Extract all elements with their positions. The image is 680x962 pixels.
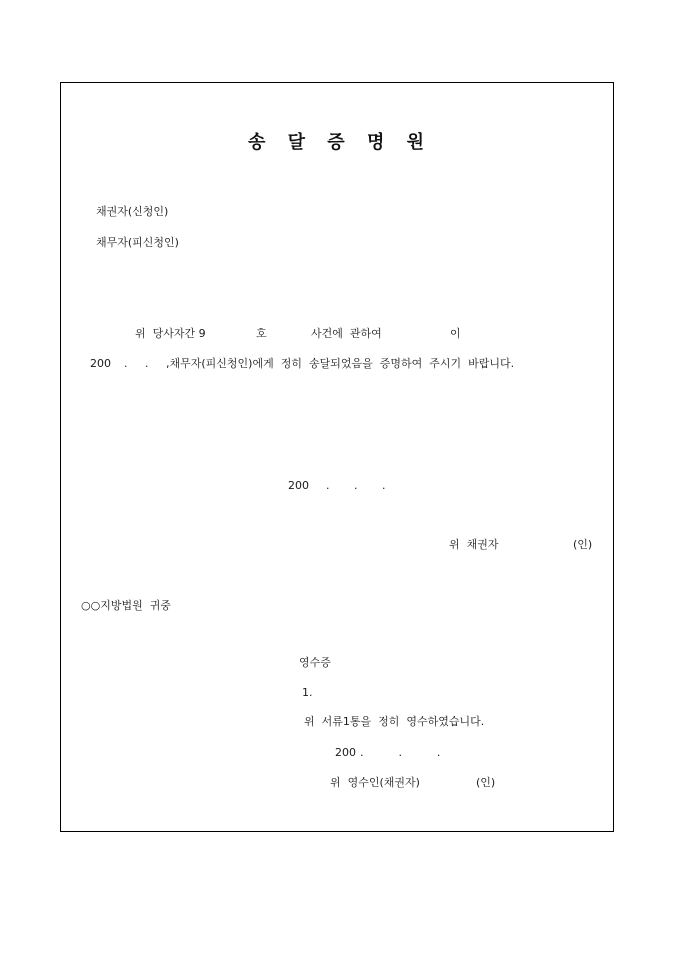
receipt-receiver-seal: (인)	[476, 776, 496, 789]
document-title: 송 달 증 명 원	[247, 132, 432, 153]
signature-label: 위 채권자	[449, 538, 499, 551]
debtor-label: 채무자(피신청인)	[96, 236, 179, 249]
body-line2-year: 200	[90, 357, 111, 370]
receipt-title: 영수증	[299, 656, 331, 669]
receipt-date-dots: . . .	[360, 746, 441, 759]
body-line2-dots: . .	[124, 357, 149, 370]
date-dots: . . .	[326, 479, 386, 492]
date-year: 200	[288, 479, 309, 492]
signature-seal: (인)	[573, 538, 593, 551]
body-line2-text: ,채무자(피신청인)에게 정히 송달되었음을 증명하여 주시기 바랍니다.	[166, 357, 515, 370]
court-addressee: ○○지방법원 귀중	[81, 599, 171, 612]
creditor-label: 채권자(신청인)	[96, 205, 169, 218]
body-line1-ho: 호	[256, 327, 267, 340]
receipt-item-number: 1.	[302, 686, 313, 699]
receipt-receiver-label: 위 영수인(채권자)	[330, 776, 420, 789]
receipt-date-year: 200	[335, 746, 356, 759]
body-line1-case: 사건에 관하여	[311, 327, 382, 340]
receipt-text: 위 서류1통을 정히 영수하였습니다.	[304, 715, 485, 728]
body-line1-prefix: 위 당사자간 9	[135, 327, 206, 340]
body-line1-i: 이	[450, 327, 461, 340]
